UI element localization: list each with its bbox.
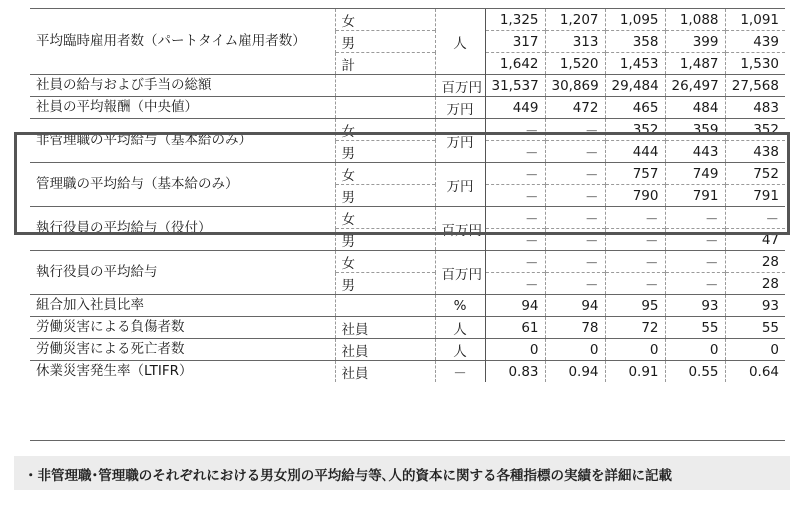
value-cell: 352	[605, 119, 665, 141]
value-cell: －	[665, 207, 725, 229]
value-cell: 399	[665, 31, 725, 53]
subgroup-cell: 女	[335, 207, 435, 229]
subgroup-cell: 社員	[335, 317, 435, 339]
value-cell: 1,207	[545, 9, 605, 31]
unit-cell: 百万円	[435, 207, 485, 251]
subgroup-cell: 社員	[335, 339, 435, 361]
unit-cell: 人	[435, 9, 485, 75]
unit-cell: 百万円	[435, 251, 485, 295]
metric-label: 非管理職の平均給与（基本給のみ）	[30, 119, 335, 163]
value-cell: 443	[665, 141, 725, 163]
table-row	[30, 317, 785, 339]
subgroup-cell	[335, 295, 435, 317]
value-cell: 438	[725, 141, 785, 163]
table-row	[30, 251, 785, 273]
value-cell: －	[545, 229, 605, 251]
table-row	[30, 9, 785, 31]
value-cell: 359	[665, 119, 725, 141]
value-cell: －	[665, 273, 725, 295]
table-row	[30, 75, 785, 97]
table-row	[30, 207, 785, 229]
subgroup-cell: 男	[335, 229, 435, 251]
subgroup-cell: 女	[335, 9, 435, 31]
table-row	[30, 339, 785, 361]
table-row	[30, 295, 785, 317]
value-cell: 95	[605, 295, 665, 317]
unit-cell: 万円	[435, 119, 485, 163]
value-cell: －	[545, 163, 605, 185]
value-cell: 94	[485, 295, 545, 317]
value-cell: －	[545, 185, 605, 207]
value-cell: 0	[485, 339, 545, 361]
subgroup-cell: 男	[335, 31, 435, 53]
value-cell: －	[485, 163, 545, 185]
subgroup-cell: 社員	[335, 361, 435, 383]
value-cell: 78	[545, 317, 605, 339]
value-cell: 28	[725, 273, 785, 295]
subgroup-cell: 男	[335, 185, 435, 207]
value-cell: 1,453	[605, 53, 665, 75]
table-row	[30, 97, 785, 119]
table-row	[30, 163, 785, 185]
value-cell: 1,487	[665, 53, 725, 75]
value-cell: －	[485, 229, 545, 251]
value-cell: 28	[725, 251, 785, 273]
value-cell: －	[545, 251, 605, 273]
value-cell: 1,088	[665, 9, 725, 31]
value-cell: 55	[665, 317, 725, 339]
value-cell: 26,497	[665, 75, 725, 97]
value-cell: －	[605, 207, 665, 229]
value-cell: 1,325	[485, 9, 545, 31]
value-cell: 313	[545, 31, 605, 53]
value-cell: －	[605, 229, 665, 251]
table-row	[30, 361, 785, 383]
subgroup-cell: 男	[335, 273, 435, 295]
value-cell: 752	[725, 163, 785, 185]
metric-label: 休業災害発生率（LTIFR）	[30, 361, 335, 383]
value-cell: －	[665, 229, 725, 251]
value-cell: 1,642	[485, 53, 545, 75]
value-cell: 0	[545, 339, 605, 361]
unit-cell: －	[435, 361, 485, 383]
value-cell: －	[725, 207, 785, 229]
subgroup-cell: 男	[335, 141, 435, 163]
metric-label: 管理職の平均給与（基本給のみ）	[30, 163, 335, 207]
value-cell: 790	[605, 185, 665, 207]
unit-cell: 万円	[435, 97, 485, 119]
subgroup-cell	[335, 75, 435, 97]
unit-cell: 万円	[435, 163, 485, 207]
value-cell: 444	[605, 141, 665, 163]
value-cell: 27,568	[725, 75, 785, 97]
value-cell: 439	[725, 31, 785, 53]
subgroup-cell: 女	[335, 119, 435, 141]
value-cell: 749	[665, 163, 725, 185]
footnote-banner	[14, 456, 790, 490]
value-cell: 472	[545, 97, 605, 119]
value-cell: 1,530	[725, 53, 785, 75]
value-cell: 29,484	[605, 75, 665, 97]
footnote-text: ・非管理職･管理職のそれぞれにおける男女別の平均給与等､人的資本に関する各種指標の実績を詳細に記載	[24, 468, 672, 484]
metric-label: 組合加入社員比率	[30, 295, 335, 317]
value-cell: －	[545, 273, 605, 295]
unit-cell: 人	[435, 339, 485, 361]
value-cell: 757	[605, 163, 665, 185]
value-cell: －	[665, 251, 725, 273]
value-cell: 93	[725, 295, 785, 317]
unit-cell: 人	[435, 317, 485, 339]
value-cell: 93	[665, 295, 725, 317]
value-cell: －	[485, 273, 545, 295]
value-cell: 791	[725, 185, 785, 207]
value-cell: 0.91	[605, 361, 665, 383]
metric-label: 執行役員の平均給与（役付）	[30, 207, 335, 251]
value-cell: 0	[725, 339, 785, 361]
value-cell: －	[485, 119, 545, 141]
hr-metrics-table	[30, 8, 785, 382]
metric-label: 社員の給与および手当の総額	[30, 75, 335, 97]
value-cell: －	[485, 251, 545, 273]
value-cell: －	[485, 141, 545, 163]
value-cell: 0.94	[545, 361, 605, 383]
value-cell: 31,537	[485, 75, 545, 97]
value-cell: 47	[725, 229, 785, 251]
value-cell: －	[545, 141, 605, 163]
value-cell: 449	[485, 97, 545, 119]
value-cell: 465	[605, 97, 665, 119]
value-cell: －	[605, 273, 665, 295]
metric-label: 平均臨時雇用者数（パートタイム雇用者数）	[30, 9, 335, 75]
value-cell: －	[545, 119, 605, 141]
value-cell: 0.64	[725, 361, 785, 383]
subgroup-cell: 女	[335, 251, 435, 273]
value-cell: 1,091	[725, 9, 785, 31]
value-cell: －	[485, 207, 545, 229]
value-cell: 0.83	[485, 361, 545, 383]
value-cell: 61	[485, 317, 545, 339]
unit-cell: %	[435, 295, 485, 317]
value-cell: 0	[665, 339, 725, 361]
metric-label: 労働災害による負傷者数	[30, 317, 335, 339]
value-cell: 94	[545, 295, 605, 317]
value-cell: 483	[725, 97, 785, 119]
value-cell: 352	[725, 119, 785, 141]
value-cell: －	[545, 207, 605, 229]
value-cell: 55	[725, 317, 785, 339]
value-cell: －	[485, 185, 545, 207]
value-cell: 0	[605, 339, 665, 361]
table-row	[30, 119, 785, 141]
value-cell: 358	[605, 31, 665, 53]
metric-label: 執行役員の平均給与	[30, 251, 335, 295]
unit-cell: 百万円	[435, 75, 485, 97]
value-cell: 0.55	[665, 361, 725, 383]
table-bottom-border	[30, 440, 785, 441]
value-cell: 1,095	[605, 9, 665, 31]
subgroup-cell: 計	[335, 53, 435, 75]
metric-label: 労働災害による死亡者数	[30, 339, 335, 361]
value-cell: 484	[665, 97, 725, 119]
value-cell: －	[605, 251, 665, 273]
metric-label: 社員の平均報酬（中央値）	[30, 97, 335, 119]
value-cell: 791	[665, 185, 725, 207]
subgroup-cell: 女	[335, 163, 435, 185]
value-cell: 1,520	[545, 53, 605, 75]
value-cell: 72	[605, 317, 665, 339]
value-cell: 30,869	[545, 75, 605, 97]
subgroup-cell	[335, 97, 435, 119]
value-cell: 317	[485, 31, 545, 53]
